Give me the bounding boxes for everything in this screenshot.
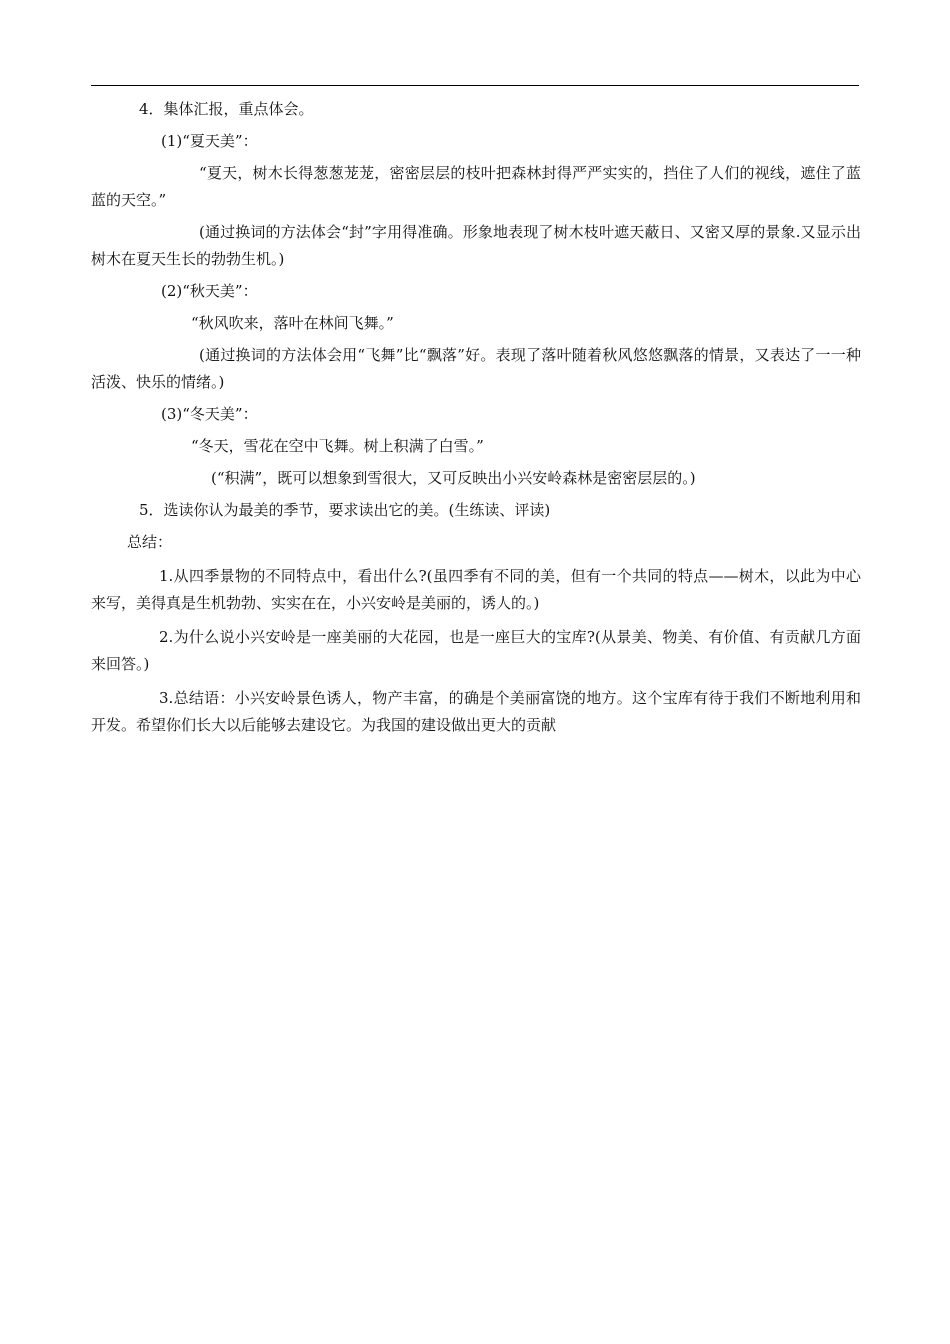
summary-point-1: 1.从四季景物的不同特点中，看出什么?(虽四季有不同的美，但有一个共同的特点——树木，以此为中心来写，美得真是生机勃勃、实实在在，小兴安岭是美丽的，诱人的。) [91, 567, 861, 612]
subheading-autumn: (2)“秋天美”： [161, 282, 258, 300]
note-autumn: (通过换词的方法体会用“飞舞”比“飘落”好。表现了落叶随着秋风悠悠飘落的情景，又表达了一一种活泼、快乐的情绪。) [91, 346, 861, 391]
paragraph-item-4: 4．集体汇报，重点体会。 [139, 100, 314, 118]
note-winter: (“积满”，既可以想象到雪很大，又可反映出小兴安岭森林是密密层层的。) [211, 469, 696, 487]
subheading-winter: (3)“冬天美”： [161, 405, 258, 423]
header-rule [91, 85, 859, 86]
document-body [91, 96, 861, 739]
paragraph-item-5: 5．选读你认为最美的季节，要求读出它的美。(生练读、评读) [139, 501, 551, 519]
quote-summer: “夏天，树木长得葱葱茏茏，密密层层的枝叶把森林封得严严实实的，挡住了人们的视线，遮住了蓝蓝的天空。” [91, 164, 861, 209]
quote-winter: “冬天，雪花在空中飞舞。树上积满了白雪。” [191, 437, 484, 455]
note-summer: (通过换词的方法体会“封”字用得准确。形象地表现了树木枝叶遮天蔽日、又密又厚的景象.又显示出树木在夏天生长的勃勃生机。) [91, 223, 861, 268]
summary-point-2: 2.为什么说小兴安岭是一座美丽的大花园，也是一座巨大的宝库?(从景美、物美、有价值、有贡献几方面来回答。) [91, 628, 861, 673]
summary-heading: 总结： [127, 533, 173, 551]
subheading-summer: (1)“夏天美”： [161, 132, 258, 150]
quote-autumn: “秋风吹来，落叶在林间飞舞。” [191, 314, 394, 332]
summary-point-3: 3.总结语：小兴安岭景色诱人，物产丰富，的确是个美丽富饶的地方。这个宝库有待于我们不断地利用和开发。希望你们长大以后能够去建设它。为我国的建设做出更大的贡献 [91, 689, 861, 734]
